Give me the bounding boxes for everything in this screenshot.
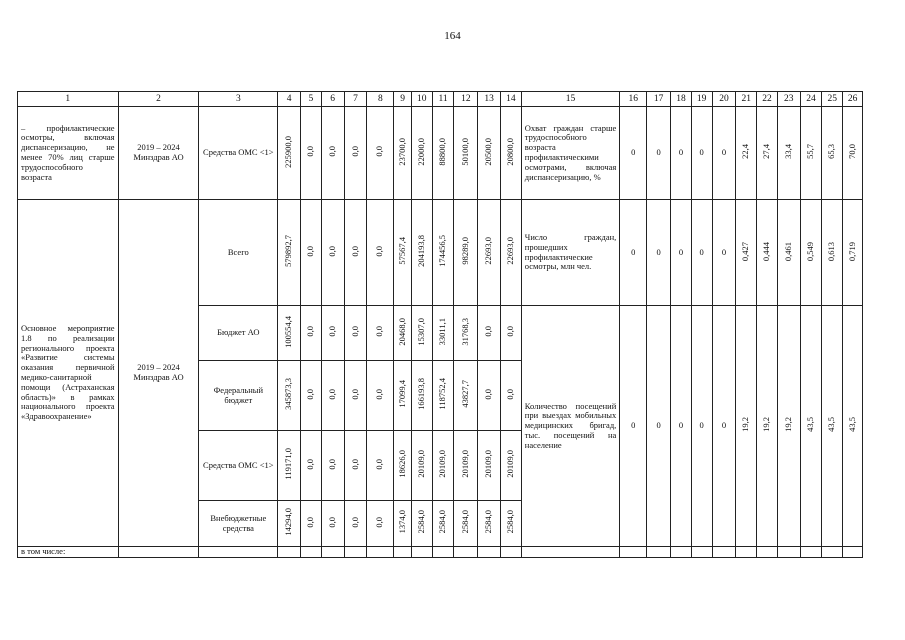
activity-cell: – профилактические осмотры, включая диспансеризацию, не менее 70% лиц старше трудоспособного возраста — [18, 107, 119, 200]
target-cell: 0,461 — [782, 241, 793, 261]
value-cell: 20109,0 — [437, 450, 448, 478]
column-number-25: 25 — [822, 92, 843, 107]
target-cell: 19,2 — [740, 417, 751, 433]
value-cell: 2584,0 — [415, 510, 426, 534]
empty-cell — [411, 547, 432, 558]
target-cell: 0,719 — [846, 241, 857, 261]
target-cell: 0 — [647, 200, 671, 306]
value-cell: 57567,4 — [396, 237, 407, 265]
value-cell: 0,0 — [326, 326, 337, 337]
column-number-4: 4 — [278, 92, 301, 107]
target-cell: 27,4 — [761, 144, 772, 160]
target-cell: 0,444 — [761, 241, 772, 261]
table-row — [18, 107, 863, 200]
value-cell: 2584,0 — [459, 510, 470, 534]
value-cell: 225900,0 — [283, 135, 294, 168]
page-number: 164 — [444, 30, 461, 42]
value-cell: 100554,4 — [283, 315, 294, 348]
empty-cell — [118, 547, 199, 558]
value-cell: 22693,0 — [505, 237, 516, 265]
empty-cell — [647, 547, 671, 558]
target-cell: 0 — [647, 107, 671, 200]
empty-cell — [432, 547, 454, 558]
value-cell: 0,0 — [349, 458, 360, 470]
value-cell: 0,0 — [305, 245, 315, 257]
value-cell: 98289,0 — [459, 237, 470, 265]
empty-cell — [501, 547, 522, 558]
value-cell: 345873,3 — [283, 378, 294, 411]
footer-row — [18, 547, 863, 558]
value-cell: 0,0 — [374, 146, 385, 157]
target-cell: 0,549 — [805, 241, 816, 261]
value-cell: 20109,0 — [459, 450, 470, 478]
target-cell: 0 — [671, 107, 692, 200]
empty-cell — [712, 547, 736, 558]
funding-source-cell: Внебюджетные средства — [199, 501, 278, 547]
column-number-5: 5 — [301, 92, 322, 107]
empty-cell — [478, 547, 501, 558]
target-cell: 43,5 — [805, 417, 816, 433]
value-cell: 0,0 — [374, 516, 385, 528]
column-number-3: 3 — [199, 92, 278, 107]
value-cell: 0,0 — [374, 245, 385, 257]
funding-source-cell: Средства ОМС <1> — [199, 107, 278, 200]
empty-cell — [620, 547, 647, 558]
empty-cell — [822, 547, 843, 558]
target-cell: 0 — [671, 200, 692, 306]
column-number-10: 10 — [411, 92, 432, 107]
empty-cell — [454, 547, 478, 558]
value-cell: 50100,0 — [459, 137, 470, 166]
target-cell: 0 — [691, 107, 712, 200]
target-cell: 65,3 — [826, 144, 837, 160]
value-cell: 20109,0 — [483, 450, 494, 478]
empty-cell — [800, 547, 822, 558]
empty-cell — [521, 547, 619, 558]
column-number-22: 22 — [757, 92, 778, 107]
target-cell: 0 — [620, 306, 647, 547]
column-number-11: 11 — [432, 92, 454, 107]
target-cell: 19,2 — [761, 417, 772, 433]
value-cell: 20800,0 — [505, 137, 516, 166]
target-cell: 0,613 — [826, 241, 837, 261]
empty-cell — [777, 547, 800, 558]
column-number-1: 1 — [18, 92, 119, 107]
period-executor-cell: 2019 – 2024 Минздрав АО — [118, 200, 199, 547]
value-cell: 0,0 — [305, 388, 315, 400]
column-number-21: 21 — [736, 92, 757, 107]
value-cell: 0,0 — [305, 458, 315, 470]
value-cell: 174456,5 — [437, 235, 448, 268]
value-cell: 0,0 — [505, 326, 516, 337]
value-cell: 22000,0 — [415, 137, 426, 166]
value-cell: 0,0 — [483, 326, 494, 337]
column-number-9: 9 — [394, 92, 412, 107]
empty-cell — [301, 547, 322, 558]
column-number-24: 24 — [800, 92, 822, 107]
value-cell: 2584,0 — [437, 510, 448, 534]
program-table — [17, 91, 863, 558]
column-number-19: 19 — [691, 92, 712, 107]
value-cell: 0,0 — [349, 326, 360, 337]
value-cell: 33011,1 — [437, 317, 448, 346]
column-number-13: 13 — [478, 92, 501, 107]
table-row — [18, 200, 863, 306]
target-cell: 0 — [620, 107, 647, 200]
header-row — [18, 92, 863, 107]
target-cell: 0 — [647, 306, 671, 547]
column-number-18: 18 — [671, 92, 692, 107]
value-cell: 579892,7 — [283, 235, 294, 268]
value-cell: 20468,0 — [396, 317, 407, 346]
value-cell: 20500,0 — [483, 137, 494, 166]
value-cell: 22693,0 — [483, 237, 494, 265]
empty-cell — [278, 547, 301, 558]
value-cell: 204193,8 — [415, 235, 426, 268]
value-cell: 17099,4 — [396, 380, 407, 408]
period-executor-cell: 2019 – 2024 Минздрав АО — [118, 107, 199, 200]
column-number-6: 6 — [321, 92, 344, 107]
value-cell: 31768,3 — [459, 317, 470, 346]
column-number-23: 23 — [777, 92, 800, 107]
value-cell: 20109,0 — [415, 450, 426, 478]
value-cell: 0,0 — [505, 388, 516, 400]
activity-cell: Основное мероприятие 1.8 по реализации регионального проекта «Развитие системы оказания первичной медико-санитарной помощи (Астраханская область)» в рамках национального проекта «Здравоохранение» — [18, 200, 119, 547]
column-number-2: 2 — [118, 92, 199, 107]
empty-cell — [843, 547, 863, 558]
column-number-12: 12 — [454, 92, 478, 107]
empty-cell — [671, 547, 692, 558]
empty-cell — [199, 547, 278, 558]
target-cell: 19,2 — [782, 417, 793, 433]
value-cell: 0,0 — [326, 458, 337, 470]
indicator-cell: Количество посещений при выездах мобильных медицинских бригад, тыс. посещений на население — [521, 306, 619, 547]
target-cell: 0 — [691, 200, 712, 306]
column-number-16: 16 — [620, 92, 647, 107]
target-cell: 70,0 — [846, 144, 857, 160]
target-cell: 0 — [712, 107, 736, 200]
empty-cell — [367, 547, 394, 558]
indicator-cell: Число граждан, прошедших профилактические осмотры, млн чел. — [521, 200, 619, 306]
indicator-cell: Охват граждан старше трудоспособного возраста профилактическими осмотрами, включая диспансеризацию, % — [521, 107, 619, 200]
value-cell: 18626,0 — [396, 450, 407, 478]
value-cell: 0,0 — [305, 516, 315, 528]
target-cell: 0 — [712, 306, 736, 547]
value-cell: 0,0 — [374, 458, 385, 470]
funding-source-cell: Средства ОМС <1> — [199, 431, 278, 501]
value-cell: 14294,0 — [283, 508, 294, 536]
value-cell: 0,0 — [374, 326, 385, 337]
target-cell: 33,4 — [782, 144, 793, 160]
empty-cell — [757, 547, 778, 558]
column-number-14: 14 — [501, 92, 522, 107]
funding-source-cell: Федеральный бюджет — [199, 361, 278, 431]
value-cell: 15307,0 — [415, 317, 426, 346]
footer-label: в том числе: — [18, 547, 119, 558]
value-cell: 43827,7 — [459, 380, 470, 408]
value-cell: 0,0 — [326, 146, 337, 157]
column-number-26: 26 — [843, 92, 863, 107]
value-cell: 119171,0 — [283, 448, 294, 480]
funding-source-cell: Всего — [199, 200, 278, 306]
column-number-8: 8 — [367, 92, 394, 107]
value-cell: 0,0 — [483, 388, 494, 400]
column-number-7: 7 — [344, 92, 367, 107]
value-cell: 118752,4 — [437, 378, 448, 410]
empty-cell — [321, 547, 344, 558]
value-cell: 0,0 — [326, 245, 337, 257]
value-cell: 1374,0 — [396, 510, 407, 534]
empty-cell — [691, 547, 712, 558]
value-cell: 23700,0 — [396, 137, 407, 166]
value-cell: 0,0 — [374, 388, 385, 400]
value-cell: 0,0 — [305, 146, 315, 157]
empty-cell — [344, 547, 367, 558]
value-cell: 0,0 — [326, 516, 337, 528]
value-cell: 0,0 — [326, 388, 337, 400]
value-cell: 0,0 — [305, 326, 315, 337]
empty-cell — [736, 547, 757, 558]
column-number-20: 20 — [712, 92, 736, 107]
funding-source-cell: Бюджет АО — [199, 306, 278, 361]
value-cell: 88800,0 — [437, 137, 448, 166]
target-cell: 0 — [691, 306, 712, 547]
value-cell: 0,0 — [349, 516, 360, 528]
value-cell: 20109,0 — [505, 450, 516, 478]
value-cell: 2584,0 — [483, 510, 494, 534]
target-cell: 43,5 — [846, 417, 857, 433]
value-cell: 0,0 — [349, 245, 360, 257]
target-cell: 0 — [712, 200, 736, 306]
column-number-17: 17 — [647, 92, 671, 107]
target-cell: 0,427 — [740, 241, 751, 261]
target-cell: 55,7 — [805, 144, 816, 160]
column-number-15: 15 — [521, 92, 619, 107]
target-cell: 43,5 — [826, 417, 837, 433]
value-cell: 2584,0 — [505, 510, 516, 534]
target-cell: 0 — [671, 306, 692, 547]
value-cell: 0,0 — [349, 146, 360, 157]
target-cell: 22,4 — [740, 144, 751, 160]
target-cell: 0 — [620, 200, 647, 306]
value-cell: 166193,8 — [415, 378, 426, 411]
value-cell: 0,0 — [349, 388, 360, 400]
empty-cell — [394, 547, 412, 558]
